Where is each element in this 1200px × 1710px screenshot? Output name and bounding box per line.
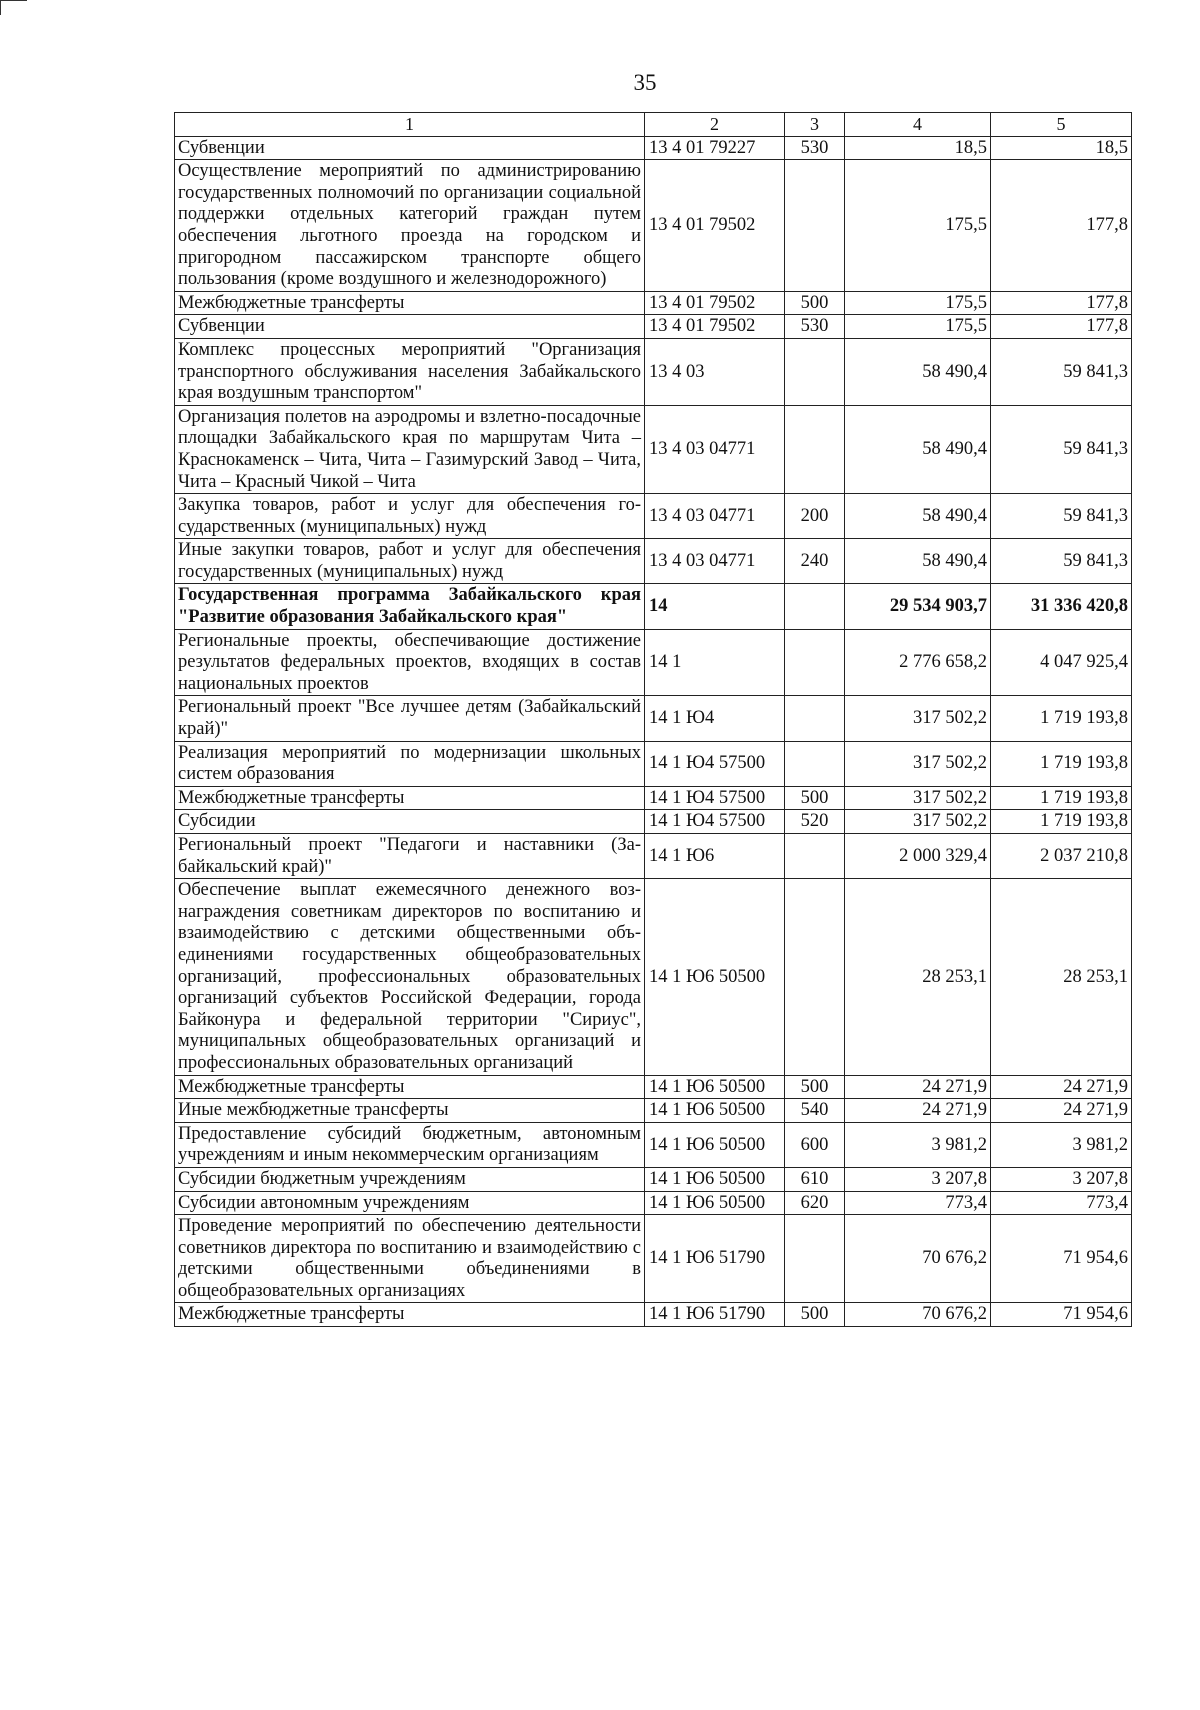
row-amount-year-2: 1 719 193,8 (991, 696, 1132, 741)
row-amount-year-1: 58 490,4 (845, 338, 991, 405)
row-expense-type: 620 (785, 1191, 845, 1215)
row-amount-year-1: 58 490,4 (845, 405, 991, 493)
row-amount-year-2: 59 841,3 (991, 539, 1132, 584)
table-row (175, 315, 1132, 339)
row-name: Региональные проекты, обеспечивающие достижение результатов федеральных проектов, входящих в состав национальных проектов (175, 629, 645, 696)
table-row (175, 834, 1132, 879)
page-number: 35 (633, 70, 657, 95)
row-amount-year-1: 24 271,9 (845, 1075, 991, 1099)
row-code: 14 1 Ю4 57500 (645, 810, 785, 834)
row-expense-type: 600 (785, 1122, 845, 1167)
row-expense-type: 540 (785, 1099, 845, 1123)
table-row (175, 338, 1132, 405)
row-code: 14 1 Ю6 50500 (645, 1167, 785, 1191)
row-code: 14 1 Ю6 51790 (645, 1303, 785, 1327)
row-code: 14 1 Ю4 57500 (645, 786, 785, 810)
row-amount-year-2: 59 841,3 (991, 338, 1132, 405)
row-code: 13 4 01 79502 (645, 291, 785, 315)
row-code: 14 (645, 584, 785, 629)
row-amount-year-2: 31 336 420,8 (991, 584, 1132, 629)
row-name: Осуществление мероприятий по администрированию государственных полномочий по организации социальной поддержки отдельных категорий граждан путем обеспечения льготного проезда на городском и пригородном пассажирском транспорте общего пользования (кроме воздушного и железнодорожного) (175, 160, 645, 292)
row-code: 14 1 Ю6 50500 (645, 1122, 785, 1167)
table-row (175, 629, 1132, 696)
row-amount-year-1: 175,5 (845, 315, 991, 339)
table-row (175, 696, 1132, 741)
column-number-4: 4 (845, 113, 991, 137)
row-amount-year-1: 58 490,4 (845, 539, 991, 584)
row-expense-type (785, 696, 845, 741)
row-amount-year-1: 317 502,2 (845, 696, 991, 741)
table-row (175, 1167, 1132, 1191)
table-row (175, 1099, 1132, 1123)
row-code: 13 4 03 (645, 338, 785, 405)
column-number-1: 1 (175, 113, 645, 137)
row-code: 14 1 Ю6 (645, 834, 785, 879)
row-amount-year-1: 3 207,8 (845, 1167, 991, 1191)
table-row (175, 539, 1132, 584)
table-row (175, 1075, 1132, 1099)
row-code: 13 4 01 79227 (645, 136, 785, 160)
row-name: Закупка товаров, работ и услуг для обеспечения государственных (муниципальных) нужд (175, 494, 645, 539)
row-name: Субсидии бюджетным учреждениям (175, 1167, 645, 1191)
row-amount-year-1: 175,5 (845, 160, 991, 292)
row-amount-year-2: 1 719 193,8 (991, 741, 1132, 786)
row-amount-year-2: 177,8 (991, 160, 1132, 292)
row-name: Реализация мероприятий по модернизации школьных систем образования (175, 741, 645, 786)
table-row (175, 1303, 1132, 1327)
row-code: 14 1 Ю6 50500 (645, 1099, 785, 1123)
table-row (175, 160, 1132, 292)
row-expense-type (785, 1215, 845, 1303)
row-expense-type (785, 584, 845, 629)
row-amount-year-2: 71 954,6 (991, 1215, 1132, 1303)
row-name: Организация полетов на аэродромы и взлетно-посадочные площадки Забайкальского края по маршрутам Чита – Краснокаменск – Чита, Чита – Газимурский Завод – Чита, Чита – Красный Чикой – Чита (175, 405, 645, 493)
row-expense-type (785, 879, 845, 1075)
row-amount-year-1: 317 502,2 (845, 810, 991, 834)
table-row (175, 786, 1132, 810)
row-code: 13 4 01 79502 (645, 315, 785, 339)
row-amount-year-2: 773,4 (991, 1191, 1132, 1215)
budget-table (174, 112, 1132, 1327)
row-amount-year-1: 58 490,4 (845, 494, 991, 539)
row-amount-year-2: 24 271,9 (991, 1075, 1132, 1099)
row-expense-type: 200 (785, 494, 845, 539)
row-amount-year-1: 175,5 (845, 291, 991, 315)
row-name: Иные закупки товаров, работ и услуг для обеспечения государственных (муниципальных) нужд (175, 539, 645, 584)
row-amount-year-1: 24 271,9 (845, 1099, 991, 1123)
row-name: Предоставление субсидий бюджетным, автономным учреждениям и иным некоммерческим организациям (175, 1122, 645, 1167)
row-expense-type (785, 160, 845, 292)
row-expense-type: 500 (785, 291, 845, 315)
row-name: Межбюджетные трансферты (175, 291, 645, 315)
row-amount-year-1: 70 676,2 (845, 1303, 991, 1327)
row-amount-year-2: 71 954,6 (991, 1303, 1132, 1327)
column-number-row (175, 113, 1132, 137)
row-code: 13 4 01 79502 (645, 160, 785, 292)
row-code: 14 1 Ю6 51790 (645, 1215, 785, 1303)
row-name: Региональный проект "Педагоги и наставники (Забайкальский край)" (175, 834, 645, 879)
table-row (175, 1122, 1132, 1167)
row-amount-year-1: 317 502,2 (845, 786, 991, 810)
row-name: Субсидии (175, 810, 645, 834)
table-row (175, 741, 1132, 786)
row-name: Субвенции (175, 136, 645, 160)
table-row (175, 1191, 1132, 1215)
row-code: 14 1 (645, 629, 785, 696)
row-expense-type: 240 (785, 539, 845, 584)
row-expense-type (785, 405, 845, 493)
table-row (175, 291, 1132, 315)
column-number-5: 5 (991, 113, 1132, 137)
row-expense-type: 530 (785, 315, 845, 339)
row-expense-type: 500 (785, 1303, 845, 1327)
row-name: Проведение мероприятий по обеспечению деятельности советников директора по воспитанию и взаимодействию с детскими общественными объединениями в общеобразовательных организациях (175, 1215, 645, 1303)
row-expense-type (785, 338, 845, 405)
row-amount-year-1: 773,4 (845, 1191, 991, 1215)
row-code: 14 1 Ю4 (645, 696, 785, 741)
row-amount-year-1: 317 502,2 (845, 741, 991, 786)
row-amount-year-2: 3 981,2 (991, 1122, 1132, 1167)
row-code: 14 1 Ю6 50500 (645, 1075, 785, 1099)
row-amount-year-1: 70 676,2 (845, 1215, 991, 1303)
row-code: 13 4 03 04771 (645, 539, 785, 584)
row-name: Иные межбюджетные трансферты (175, 1099, 645, 1123)
row-amount-year-2: 177,8 (991, 315, 1132, 339)
table-row (175, 1215, 1132, 1303)
row-name: Межбюджетные трансферты (175, 1303, 645, 1327)
row-amount-year-2: 1 719 193,8 (991, 786, 1132, 810)
row-expense-type: 500 (785, 786, 845, 810)
column-number-3: 3 (785, 113, 845, 137)
row-amount-year-2: 2 037 210,8 (991, 834, 1132, 879)
row-amount-year-1: 28 253,1 (845, 879, 991, 1075)
row-amount-year-1: 18,5 (845, 136, 991, 160)
table-row (175, 405, 1132, 493)
row-expense-type: 500 (785, 1075, 845, 1099)
row-name: Комплекс процессных мероприятий "Организация транспортного обслуживания населения Забайкальского края воздушным транспортом" (175, 338, 645, 405)
table-row (175, 584, 1132, 629)
row-expense-type: 530 (785, 136, 845, 160)
row-code: 13 4 03 04771 (645, 405, 785, 493)
row-expense-type: 520 (785, 810, 845, 834)
row-name: Субвенции (175, 315, 645, 339)
table-row (175, 136, 1132, 160)
row-amount-year-2: 59 841,3 (991, 494, 1132, 539)
row-code: 14 1 Ю6 50500 (645, 1191, 785, 1215)
row-amount-year-2: 28 253,1 (991, 879, 1132, 1075)
row-expense-type (785, 834, 845, 879)
scan-corner-mark (0, 0, 27, 15)
row-code: 13 4 03 04771 (645, 494, 785, 539)
row-amount-year-1: 2 776 658,2 (845, 629, 991, 696)
table-row (175, 494, 1132, 539)
row-amount-year-1: 29 534 903,7 (845, 584, 991, 629)
row-amount-year-1: 2 000 329,4 (845, 834, 991, 879)
row-amount-year-2: 18,5 (991, 136, 1132, 160)
row-name: Межбюджетные трансферты (175, 1075, 645, 1099)
row-name: Государственная программа Забайкальского края "Развитие образования Забайкальского края" (175, 584, 645, 629)
row-expense-type (785, 629, 845, 696)
row-name: Региональный проект "Все лучшее детям (Забайкальский край)" (175, 696, 645, 741)
row-name: Обеспечение выплат ежемесячного денежного вознаграждения советникам директоров по воспитанию и взаимодействию с детскими общественными объединениями государственных общеобразовательных организаций, профессиональных образовательных организаций субъектов Российской Федерации, города Байконура и федеральной территории "Сириус", муниципальных общеобразовательных организаций и профессиональных образовательных организаций (175, 879, 645, 1075)
row-name: Межбюджетные трансферты (175, 786, 645, 810)
row-code: 14 1 Ю4 57500 (645, 741, 785, 786)
column-number-2: 2 (645, 113, 785, 137)
table-row (175, 879, 1132, 1075)
row-expense-type: 610 (785, 1167, 845, 1191)
row-amount-year-2: 59 841,3 (991, 405, 1132, 493)
row-amount-year-2: 1 719 193,8 (991, 810, 1132, 834)
budget-table-body (175, 113, 1132, 1327)
row-name: Субсидии автономным учреждениям (175, 1191, 645, 1215)
row-amount-year-2: 177,8 (991, 291, 1132, 315)
row-amount-year-2: 3 207,8 (991, 1167, 1132, 1191)
row-code: 14 1 Ю6 50500 (645, 879, 785, 1075)
row-expense-type (785, 741, 845, 786)
row-amount-year-2: 4 047 925,4 (991, 629, 1132, 696)
row-amount-year-1: 3 981,2 (845, 1122, 991, 1167)
row-amount-year-2: 24 271,9 (991, 1099, 1132, 1123)
table-row (175, 810, 1132, 834)
